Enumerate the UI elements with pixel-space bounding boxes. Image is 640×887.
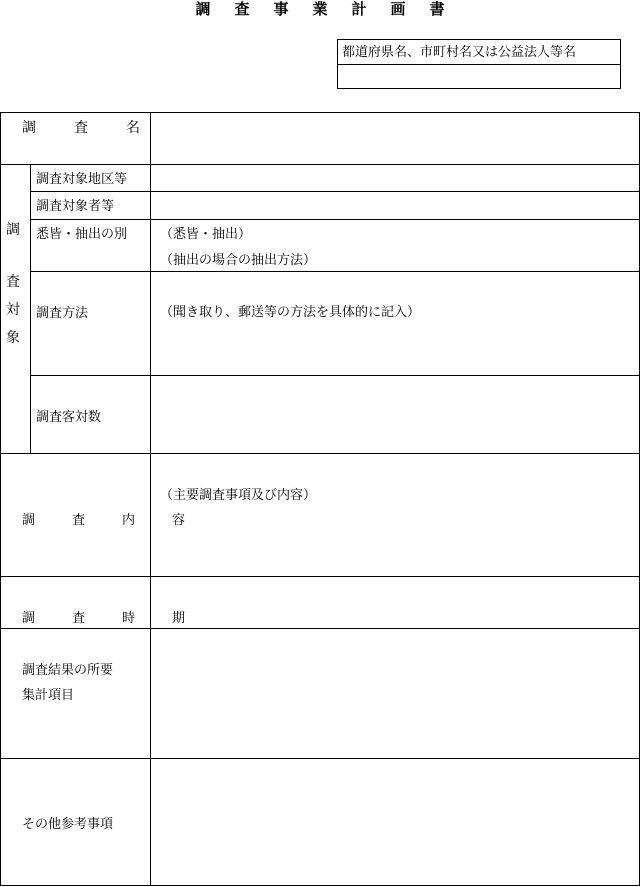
method-label: 調査方法 [36,306,89,321]
period-field[interactable] [155,581,635,623]
target-persons-label: 調査対象者等 [36,199,115,214]
row-divider [30,375,640,376]
survey-name-label: 調 査 名 [22,120,152,136]
content-label: 調 査 内 容 [22,513,198,528]
row-divider [0,758,640,759]
other-label: その他参考事項 [22,817,114,832]
results-label: 調査結果の所要 [22,663,114,678]
content-note: （主要調査事項及び内容） [160,488,317,503]
row-divider [0,628,640,629]
survey-name-field[interactable] [155,122,635,156]
method-note: （聞き取り、郵送等の方法を具体的に記入） [160,305,421,320]
table-bottom-border [0,885,640,886]
target-area-field[interactable] [155,167,635,189]
row-divider [0,576,640,577]
count-field[interactable] [155,380,635,448]
row-divider [0,453,640,454]
table-left-border [0,112,1,886]
table-top-border [0,112,640,113]
row-divider [0,164,640,165]
group-column-divider [30,164,31,454]
results-field[interactable] [155,633,635,753]
target-area-label: 調査対象地区等 [36,172,128,187]
document-title: 調査事業計画書 [195,0,469,18]
count-label: 調査客対数 [36,410,102,425]
target-group-label: 調 査 対 象 [6,222,20,346]
row-divider [30,271,640,272]
row-divider [30,219,640,220]
row-divider [30,191,640,192]
sampling-note: （悉皆・抽出） [160,227,252,242]
other-field[interactable] [155,763,635,881]
target-persons-field[interactable] [155,194,635,216]
submitter-label: 都道府県名、市町村名又は公益法人等名 [338,40,620,65]
results-label-line2: 集計項目 [22,688,75,703]
sampling-label: 悉皆・抽出の別 [36,227,128,242]
sampling-method-note: （抽出の場合の抽出方法） [160,253,317,268]
period-label: 調 査 時 期 [22,611,198,626]
label-column-divider [150,112,151,886]
